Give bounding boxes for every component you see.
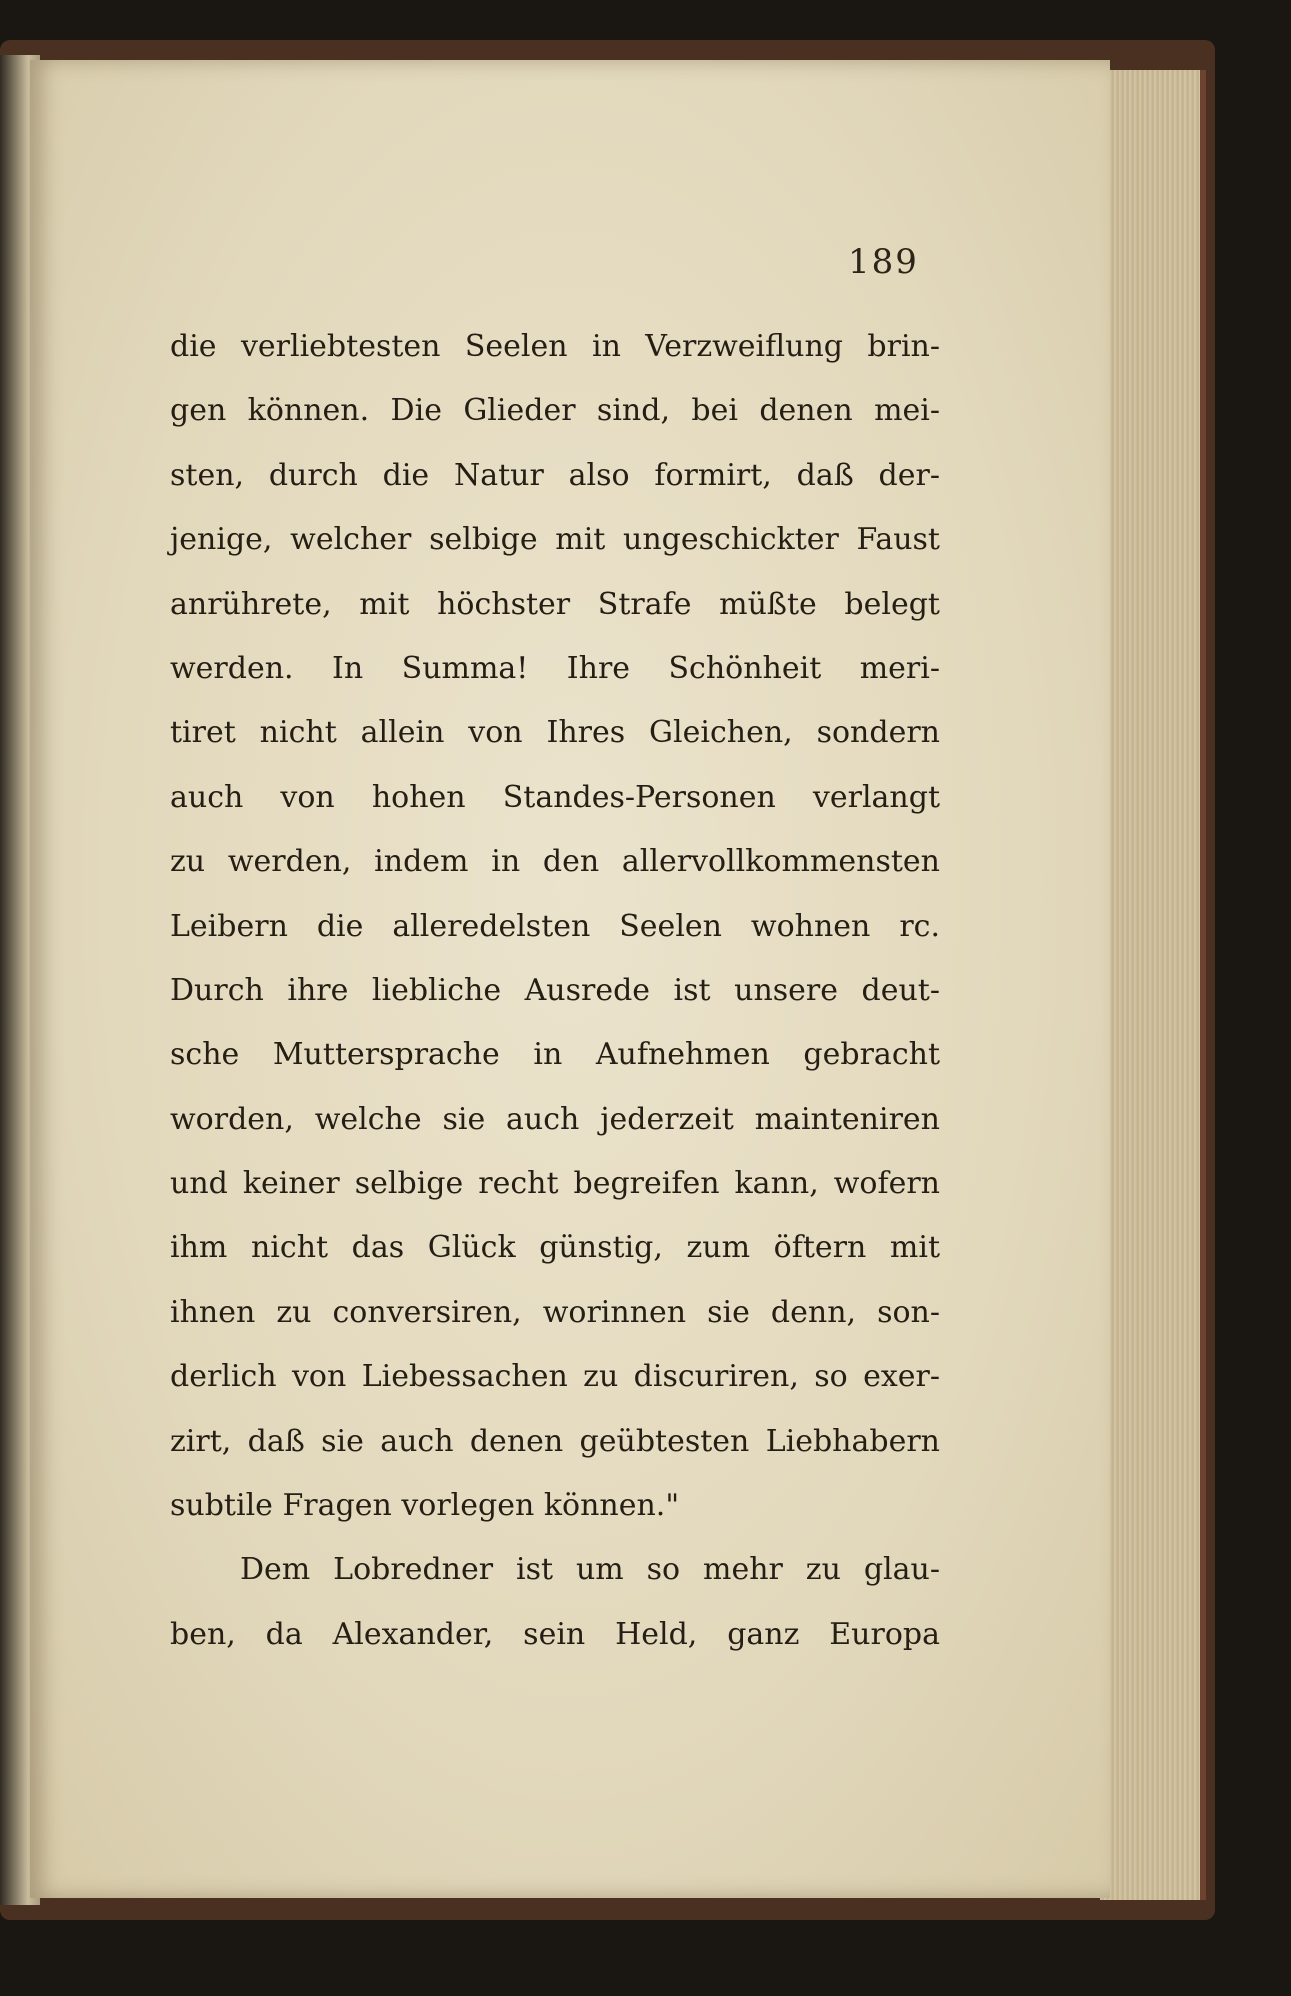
text-line: gen können. Die Glieder sind, bei denen mei- — [170, 393, 940, 429]
text-line: Leibern die alleredelsten Seelen wohnen rc. — [170, 908, 940, 944]
text-line: sche Muttersprache in Aufnehmen gebracht — [170, 1037, 940, 1073]
text-line: anrührete, mit höchster Strafe müßte belegt — [170, 586, 940, 622]
page-body-text — [170, 315, 940, 1667]
text-line: zu werden, indem in den allervollkommensten — [170, 844, 940, 880]
text-line: sten, durch die Natur also formirt, daß der- — [170, 457, 940, 493]
text-line: ben, da Alexander, sein Held, ganz Europa — [170, 1616, 940, 1652]
text-line: Dem Lobredner ist um so mehr zu glau- — [240, 1552, 940, 1588]
text-line: tiret nicht allein von Ihres Gleichen, sondern — [170, 715, 940, 751]
text-line: auch von hohen Standes-Personen verlangt — [170, 779, 940, 815]
text-line: die verliebtesten Seelen in Verzweiflung brin- — [170, 329, 940, 364]
text-line: Durch ihre liebliche Ausrede ist unsere deut- — [170, 972, 940, 1008]
text-line: worden, welche sie auch jederzeit mainteniren — [170, 1101, 940, 1137]
page-number: 189 — [848, 242, 919, 282]
text-line: werden. In Summa! Ihre Schönheit meri- — [170, 650, 940, 686]
text-line: derlich von Liebessachen zu discuriren, so exer- — [170, 1359, 940, 1395]
text-line: subtile Fragen vorlegen können." — [170, 1488, 680, 1524]
text-line: und keiner selbige recht begreifen kann, wofern — [170, 1166, 940, 1202]
text-line: ihnen zu conversiren, worinnen sie denn, son- — [170, 1294, 940, 1330]
text-line: jenige, welcher selbige mit ungeschickter Faust — [170, 522, 940, 558]
page-stack-edge — [1100, 70, 1206, 1900]
text-line: ihm nicht das Glück günstig, zum öftern mit — [170, 1230, 940, 1266]
text-line: zirt, daß sie auch denen geübtesten Liebhabern — [170, 1423, 940, 1459]
